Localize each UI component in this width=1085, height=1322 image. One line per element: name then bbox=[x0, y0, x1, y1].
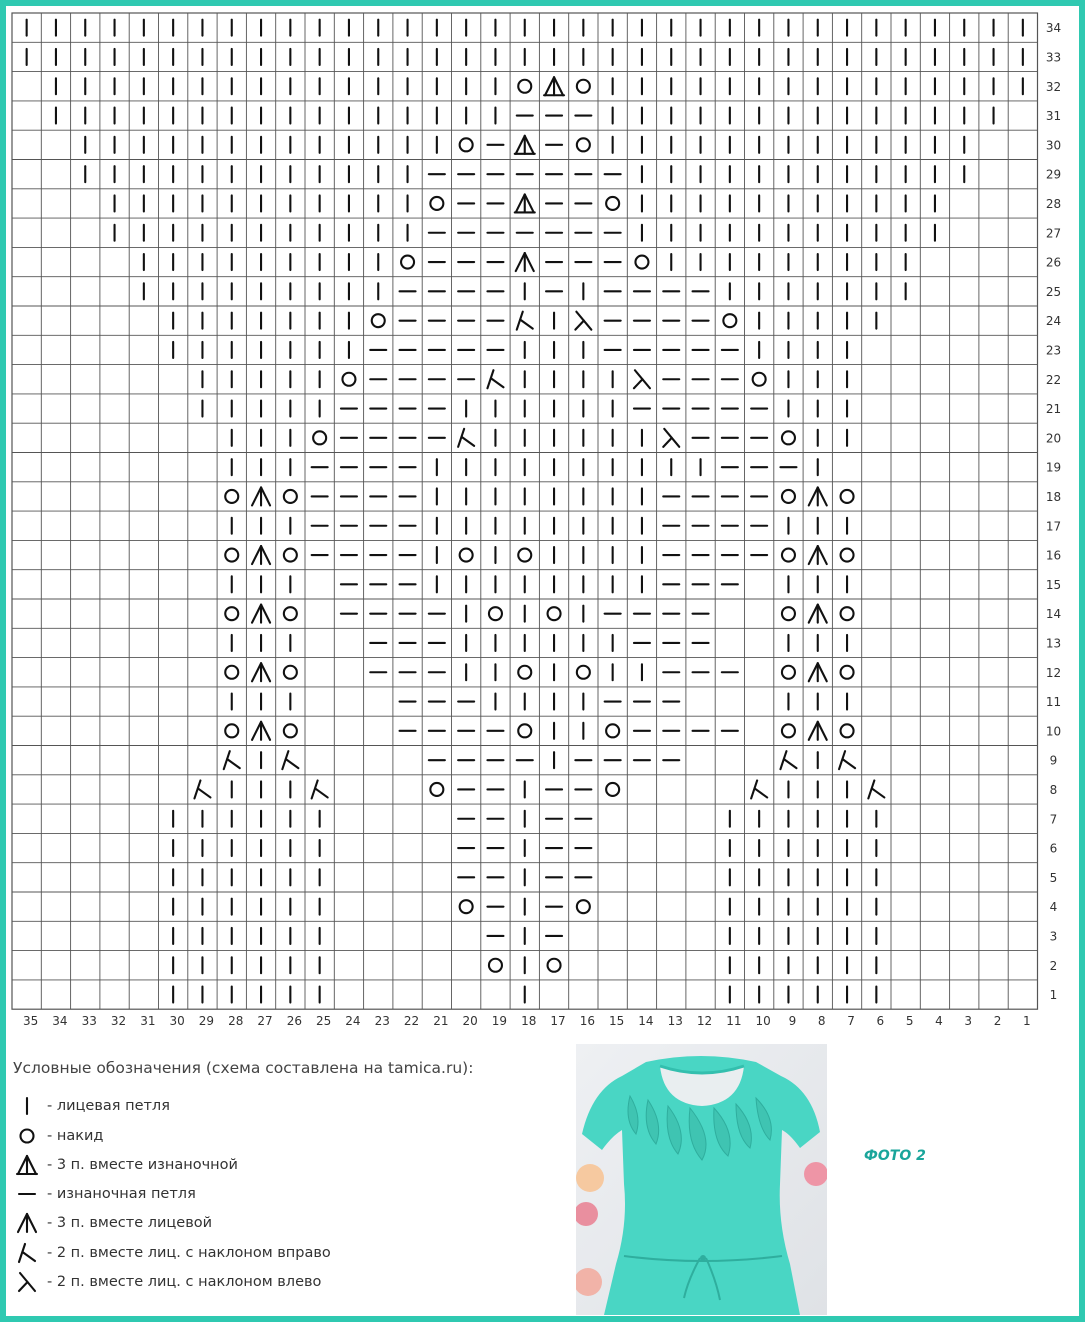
row-label: 20 bbox=[1045, 431, 1062, 446]
column-label: 11 bbox=[726, 1014, 742, 1029]
row-label: 17 bbox=[1045, 519, 1062, 534]
row-label: 33 bbox=[1045, 50, 1062, 65]
k2tog-left-icon bbox=[15, 1269, 41, 1295]
column-label: 19 bbox=[491, 1014, 508, 1029]
column-label: 31 bbox=[140, 1014, 156, 1029]
column-label: 12 bbox=[696, 1014, 713, 1029]
column-label: 17 bbox=[550, 1014, 566, 1029]
column-label: 22 bbox=[403, 1014, 420, 1029]
column-label: 13 bbox=[667, 1014, 683, 1029]
row-label: 22 bbox=[1045, 372, 1062, 387]
column-label: 5 bbox=[905, 1014, 914, 1029]
legend-text: - 3 п. вместе лицевой bbox=[47, 1215, 213, 1231]
row-label: 7 bbox=[1049, 812, 1058, 827]
k2tog-right-icon bbox=[15, 1240, 41, 1266]
legend-title: Условные обозначения (схема составлена на tamica.ru): bbox=[13, 1059, 474, 1077]
column-label: 16 bbox=[579, 1014, 595, 1029]
legend-text: - 3 п. вместе изнаночной bbox=[47, 1157, 238, 1173]
photo-caption: ФОТО 2 bbox=[864, 1148, 926, 1164]
legend-text: - накид bbox=[47, 1128, 104, 1144]
legend-item-k2tog-left bbox=[15, 1269, 321, 1295]
legend-text: - изнаночная петля bbox=[47, 1186, 196, 1202]
purl-stitch-icon bbox=[15, 1181, 41, 1207]
row-label: 5 bbox=[1049, 870, 1058, 885]
row-label: 3 bbox=[1049, 929, 1058, 944]
column-label: 10 bbox=[755, 1014, 771, 1029]
column-label: 15 bbox=[609, 1014, 625, 1029]
knit-3-together-icon bbox=[15, 1210, 41, 1236]
column-label: 35 bbox=[23, 1014, 39, 1029]
row-label: 34 bbox=[1045, 21, 1062, 36]
row-label: 23 bbox=[1045, 343, 1062, 358]
column-labels bbox=[23, 1014, 1031, 1028]
column-label: 9 bbox=[788, 1014, 797, 1029]
row-label: 9 bbox=[1049, 753, 1058, 768]
column-label: 7 bbox=[847, 1014, 855, 1029]
yarn-over-icon bbox=[15, 1123, 41, 1149]
column-label: 30 bbox=[169, 1014, 185, 1029]
row-label: 15 bbox=[1045, 577, 1062, 592]
column-label: 3 bbox=[964, 1014, 973, 1029]
row-label: 31 bbox=[1045, 109, 1062, 124]
row-label: 30 bbox=[1045, 138, 1062, 153]
row-label: 24 bbox=[1045, 314, 1062, 329]
column-label: 29 bbox=[198, 1014, 215, 1029]
row-label: 11 bbox=[1045, 695, 1062, 710]
column-label: 34 bbox=[52, 1014, 68, 1029]
column-label: 8 bbox=[817, 1014, 826, 1029]
row-label: 6 bbox=[1049, 841, 1058, 856]
column-label: 27 bbox=[257, 1014, 273, 1029]
row-label: 13 bbox=[1045, 636, 1062, 651]
legend-item-knit-3-together bbox=[15, 1210, 212, 1236]
legend-item-purl-3-together bbox=[15, 1152, 238, 1178]
legend-item-knit bbox=[15, 1093, 170, 1119]
legend-item-yarn-over bbox=[15, 1123, 103, 1149]
legend-item-purl bbox=[15, 1181, 196, 1207]
row-label: 19 bbox=[1045, 460, 1062, 475]
column-label: 20 bbox=[462, 1014, 478, 1029]
row-label: 14 bbox=[1045, 607, 1062, 622]
row-label: 4 bbox=[1049, 900, 1058, 915]
row-label: 21 bbox=[1045, 402, 1062, 417]
dress-illustration bbox=[576, 1044, 827, 1315]
column-label: 1 bbox=[1023, 1014, 1031, 1029]
row-label: 12 bbox=[1045, 665, 1062, 680]
row-label: 2 bbox=[1049, 958, 1058, 973]
column-label: 26 bbox=[286, 1014, 302, 1029]
row-label: 8 bbox=[1049, 782, 1058, 797]
column-label: 21 bbox=[433, 1014, 449, 1029]
legend-text: - лицевая петля bbox=[47, 1098, 170, 1114]
column-label: 6 bbox=[876, 1014, 885, 1029]
column-label: 18 bbox=[521, 1014, 537, 1029]
legend-text: - 2 п. вместе лиц. с наклоном вправо bbox=[47, 1245, 331, 1261]
row-label: 25 bbox=[1045, 284, 1062, 299]
column-label: 32 bbox=[110, 1014, 127, 1029]
column-label: 23 bbox=[374, 1014, 390, 1029]
row-label: 1 bbox=[1049, 988, 1058, 1003]
row-label: 26 bbox=[1045, 255, 1062, 270]
purl-3-together-icon bbox=[15, 1152, 41, 1178]
legend-item-k2tog-right bbox=[15, 1240, 331, 1266]
knit-stitch-icon bbox=[15, 1093, 41, 1119]
column-label: 25 bbox=[316, 1014, 332, 1029]
row-label: 29 bbox=[1045, 167, 1062, 182]
column-label: 24 bbox=[345, 1014, 361, 1029]
row-labels bbox=[1046, 21, 1061, 1002]
column-label: 14 bbox=[638, 1014, 654, 1029]
row-label: 28 bbox=[1045, 196, 1062, 211]
column-label: 2 bbox=[993, 1014, 1002, 1029]
legend-text: - 2 п. вместе лиц. с наклоном влево bbox=[47, 1274, 322, 1290]
row-label: 32 bbox=[1045, 79, 1062, 94]
row-label: 16 bbox=[1045, 548, 1062, 563]
row-label: 27 bbox=[1045, 226, 1062, 241]
column-label: 33 bbox=[81, 1014, 97, 1029]
row-label: 18 bbox=[1045, 489, 1062, 504]
dress-photo bbox=[576, 1044, 827, 1315]
column-label: 4 bbox=[935, 1014, 943, 1029]
row-label: 10 bbox=[1045, 724, 1062, 739]
column-label: 28 bbox=[228, 1014, 244, 1029]
